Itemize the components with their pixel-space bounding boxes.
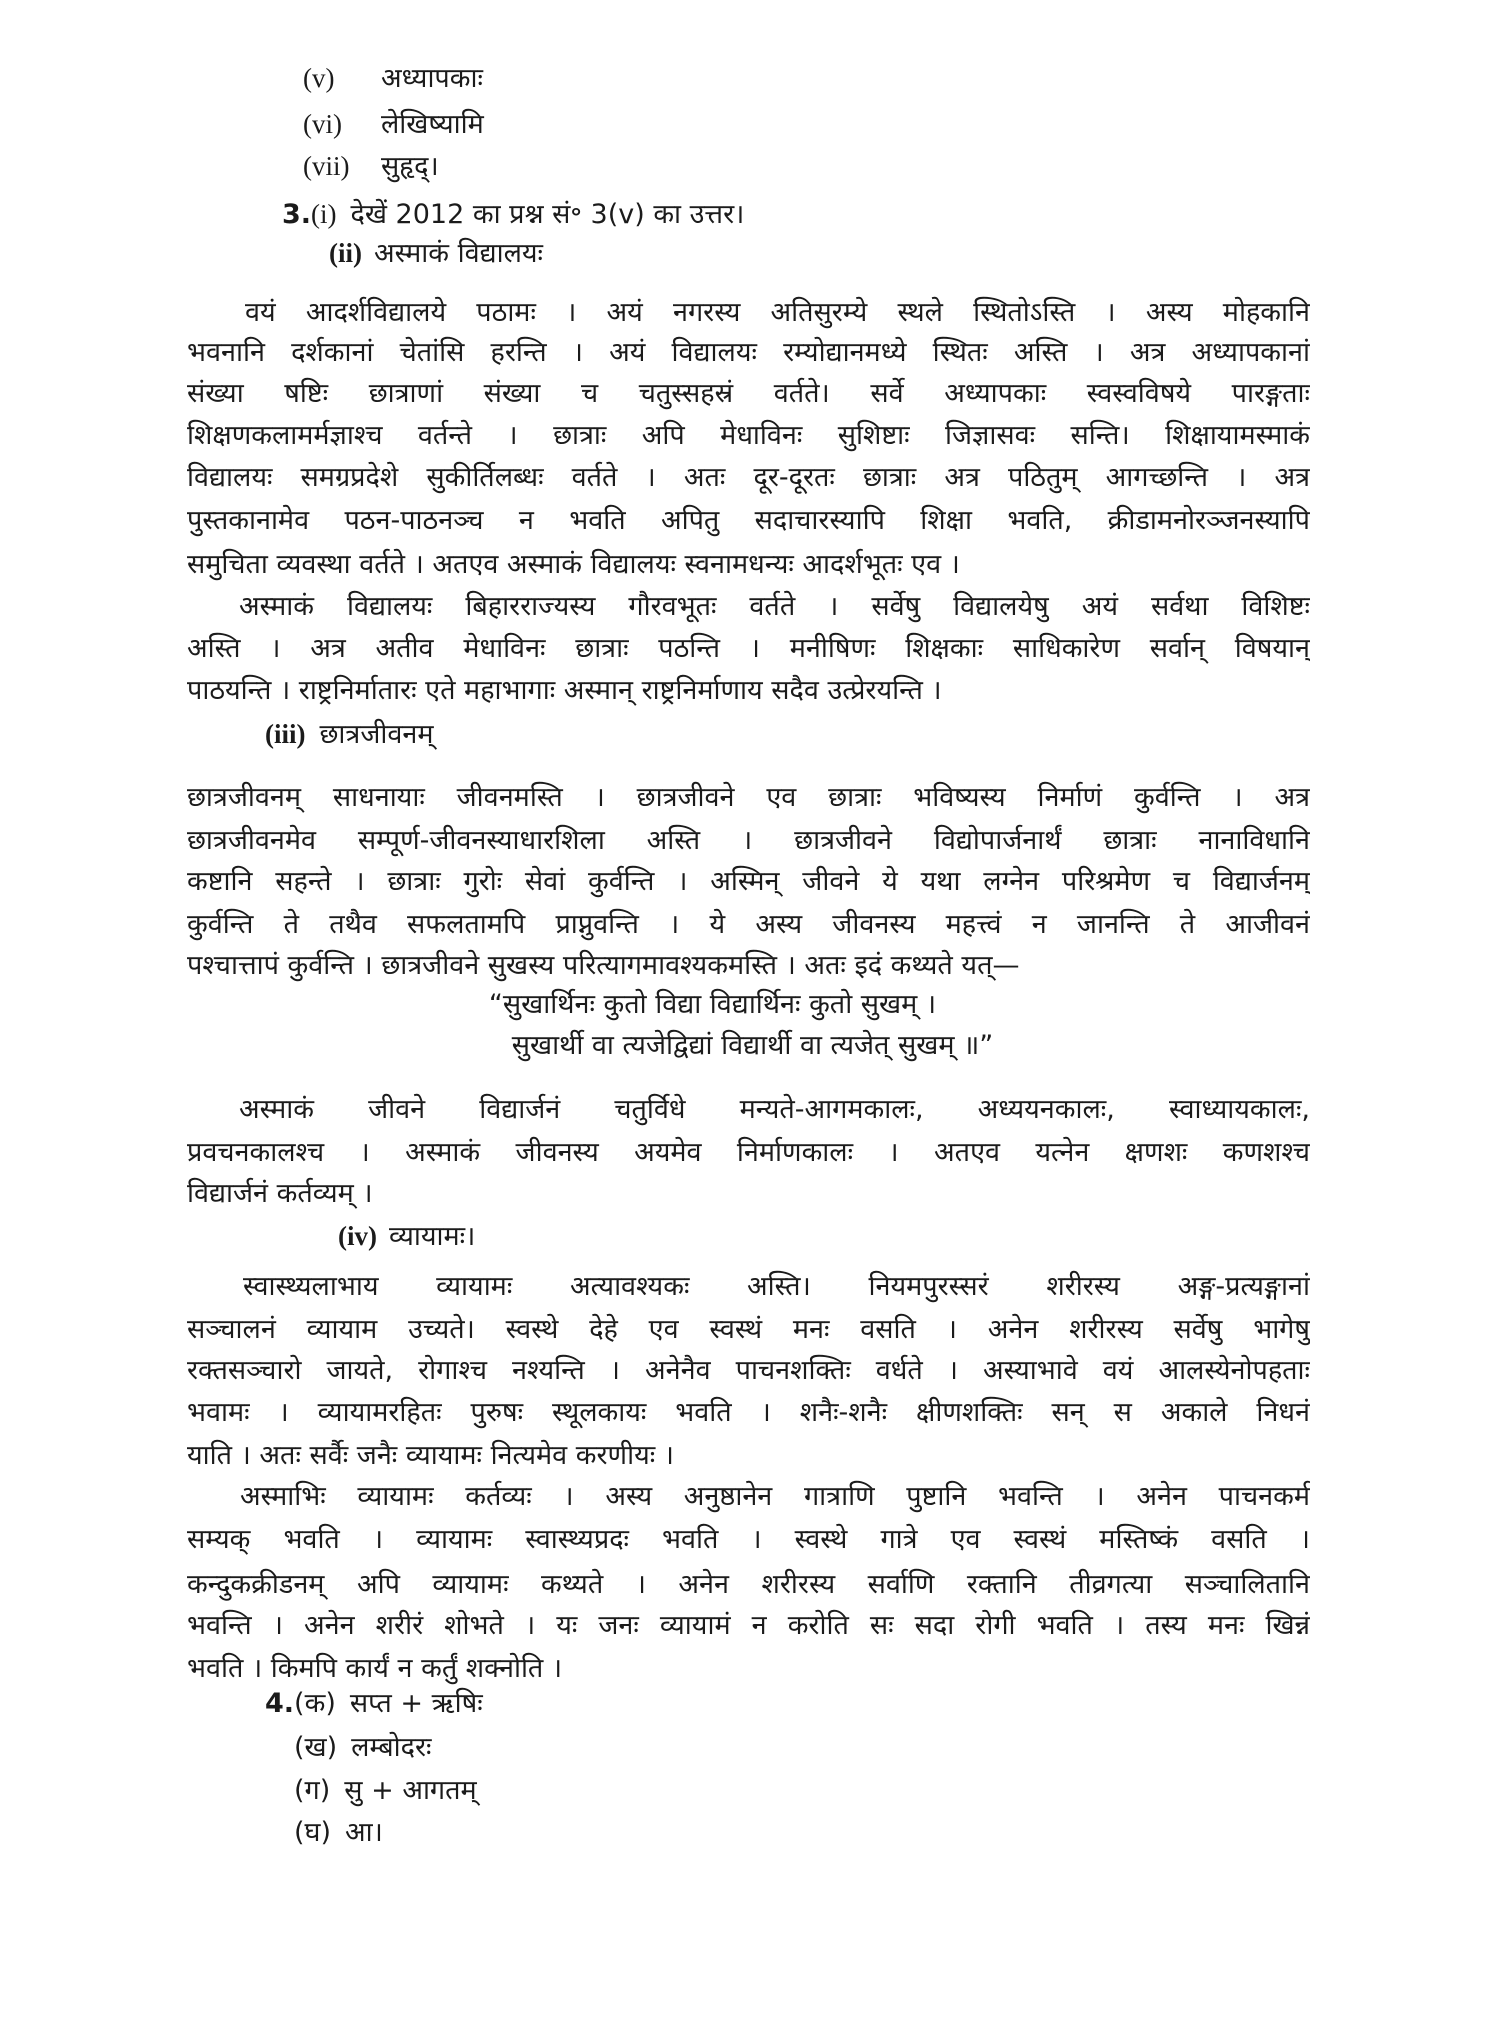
paragraph-line: भवति । किमपि कार्यं न कर्तुं शक्नोति ।: [187, 1653, 563, 1684]
answer-item: [294, 1814, 383, 1852]
paragraph-line: वयं आदर्शविद्यालये पठामः । अयं नगरस्य अतिसुरम्ये स्थले स्थितोऽस्ति । अस्य मोहकानि: [245, 297, 1310, 328]
paragraph-line: भवन्ति । अनेन शरीरं शोभते । यः जनः व्यायामं न करोति सः सदा रोगी भवति । तस्य मनः खिन्नं: [187, 1610, 1310, 1641]
item-label: (क): [294, 1688, 336, 1719]
item-text: सप्त + ऋषिः: [349, 1688, 483, 1719]
paragraph-line: सम्यक् भवति । व्यायामः स्वास्थ्यप्रदः भवति । स्वस्थे गात्रे एव स्वस्थं मस्तिष्कं वसति ।: [187, 1524, 1310, 1555]
question-number: 3.: [282, 199, 312, 230]
item-text: देखें 2012 का प्रश्न सं॰ 3(v) का उत्तर।: [350, 199, 745, 230]
paragraph-line: अस्माकं जीवने विद्यार्जनं चतुर्विधे मन्यते-आगमकालः, अध्ययनकालः, स्वाध्यायकालः,: [239, 1094, 1310, 1125]
item-label: (v): [303, 63, 335, 93]
paragraph-line: अस्माकं विद्यालयः बिहारराज्यस्य गौरवभूतः वर्तते । सर्वेषु विद्यालयेषु अयं सर्वथा विशिष्टः: [239, 591, 1310, 622]
question-number: 4.: [265, 1688, 295, 1719]
answer-item: [294, 1729, 431, 1767]
essay-heading: [329, 234, 543, 273]
item-text: आ।: [345, 1817, 383, 1848]
item-label: (ii): [329, 238, 362, 268]
paragraph-line: अस्माभिः व्यायामः कर्तव्यः । अस्य अनुष्ठानेन गात्राणि पुष्टानि भवन्ति । अनेन पाचनकर्म: [240, 1481, 1310, 1512]
item-label: (घ): [294, 1817, 332, 1848]
essay-title: व्यायामः।: [388, 1221, 476, 1252]
paragraph-line: भवामः । व्यायामरहितः पुरुषः स्थूलकायः भवति । शनैः-शनैः क्षीणशक्तिः सन् स अकाले निधनं: [187, 1397, 1310, 1428]
item-label: (ग): [294, 1775, 331, 1806]
answer-item: [294, 1772, 477, 1810]
paragraph-line: कष्टानि सहन्ते । छात्राः गुरोः सेवां कुर्वन्ति । अस्मिन् जीवने ये यथा लग्नेन परिश्रमेण च विद्यार्जनम्: [187, 866, 1310, 897]
paragraph-line: रक्तसञ्चारो जायते, रोगाश्च नश्यन्ति । अनेनैव पाचनशक्तिः वर्धते । अस्याभावे वयं आलस्येनोपहताः: [187, 1355, 1310, 1386]
essay-title: अस्माकं विद्यालयः: [374, 238, 544, 269]
answer-item: [265, 1685, 483, 1723]
paragraph-line: कन्दुकक्रीडनम् अपि व्यायामः कथ्यते । अनेन शरीरस्य सर्वाणि रक्तानि तीव्रगत्या सञ्चालितानि: [187, 1569, 1310, 1600]
item-text: लम्बोदरः: [351, 1732, 432, 1763]
paragraph-line: कुर्वन्ति ते तथैव सफलतामपि प्राप्नुवन्ति । ये अस्य जीवनस्य महत्त्वं न जानन्ति ते आजीवनं: [187, 909, 1310, 940]
paragraph-line: पश्चात्तापं कुर्वन्ति । छात्रजीवने सुखस्य परित्यागमावश्यकमस्ति । अतः इदं कथ्यते यत्—: [187, 950, 1020, 981]
essay-heading: [338, 1217, 475, 1256]
paragraph-line: विद्यालयः समग्रप्रदेशे सुकीर्तिलब्धः वर्तते । अतः दूर-दूरतः छात्राः अत्र पठितुम् आगच्छन्ति । अत्र: [187, 462, 1310, 493]
item-label: (iv): [338, 1221, 377, 1251]
paragraph-line: पाठयन्ति । राष्ट्रनिर्मातारः एते महाभागाः अस्मान् राष्ट्रनिर्माणाय सदैव उत्प्रेरयन्ति ।: [187, 675, 942, 706]
item-label: (i): [311, 199, 337, 229]
item-text: सु + आगतम्: [344, 1775, 477, 1806]
item-text: अध्यापकाः: [381, 63, 483, 94]
paragraph-line: शिक्षणकलामर्मज्ञाश्च वर्तन्ते । छात्राः अपि मेधाविनः सुशिष्टाः जिज्ञासवः सन्ति। शिक्षायामस्माकं: [187, 420, 1310, 451]
paragraph-line: अस्ति । अत्र अतीव मेधाविनः छात्राः पठन्ति । मनीषिणः शिक्षकाः साधिकारेण सर्वान् विषयान्: [187, 633, 1310, 664]
paragraph-line: प्रवचनकालश्च । अस्माकं जीवनस्य अयमेव निर्माणकालः । अतएव यत्नेन क्षणशः कणशश्च: [187, 1137, 1310, 1168]
item-text: लेखिष्यामि: [381, 109, 484, 140]
item-label: (vii): [303, 151, 350, 181]
paragraph-line: याति । अतः सर्वैः जनैः व्यायामः नित्यमेव करणीयः ।: [187, 1440, 674, 1471]
paragraph-line: स्वास्थ्यलाभाय व्यायामः अत्यावश्यकः अस्ति। नियमपुरस्सरं शरीरस्य अङ्ग-प्रत्यङ्गानां: [243, 1271, 1310, 1302]
verse-line: “सुखार्थिनः कुतो विद्या विद्यार्थिनः कुतो सुखम् ।: [488, 989, 937, 1020]
essay-title: छात्रजीवनम्: [319, 719, 434, 750]
question-3-i: [282, 195, 744, 234]
essay-heading: [265, 715, 434, 754]
item-label: (vi): [303, 109, 342, 139]
answer-item: [303, 105, 484, 144]
item-label: (iii): [265, 719, 306, 749]
item-text: सुहृद्।: [381, 151, 439, 182]
paragraph-line: समुचिता व्यवस्था वर्तते । अतएव अस्माकं विद्यालयः स्वनामधन्यः आदर्शभूतः एव ।: [187, 549, 960, 580]
paragraph-line: छात्रजीवनम् साधनायाः जीवनमस्ति । छात्रजीवने एव छात्राः भविष्यस्य निर्माणं कुर्वन्ति । अत्र: [187, 782, 1310, 813]
paragraph-line: पुस्तकानामेव पठन-पाठनञ्च न भवति अपितु सदाचारस्यापि शिक्षा भवति, क्रीडामनोरञ्जनस्यापि: [187, 505, 1310, 536]
verse-line: सुखार्थी वा त्यजेद्विद्यां विद्यार्थी वा त्यजेत् सुखम् ॥”: [511, 1030, 994, 1061]
paragraph-line: छात्रजीवनमेव सम्पूर्ण-जीवनस्याधारशिला अस्ति । छात्रजीवने विद्योपार्जनार्थं छात्राः नानाविधानि: [187, 825, 1310, 856]
paragraph-line: संख्या षष्टिः छात्राणां संख्या च चतुस्सहस्रं वर्तते। सर्वे अध्यापकाः स्वस्वविषये पारङ्गताः: [187, 378, 1310, 409]
answer-item: [303, 147, 439, 186]
answer-item: [303, 59, 483, 98]
paragraph-line: विद्यार्जनं कर्तव्यम् ।: [187, 1178, 373, 1209]
paragraph-line: सञ्चालनं व्यायाम उच्यते। स्वस्थे देहे एव स्वस्थं मनः वसति । अनेन शरीरस्य सर्वेषु भागेषु: [187, 1314, 1310, 1345]
item-label: (ख): [294, 1732, 338, 1763]
paragraph-line: भवनानि दर्शकानां चेतांसि हरन्ति । अयं विद्यालयः रम्योद्यानमध्ये स्थितः अस्ति । अत्र अध्यापकानां: [187, 337, 1310, 368]
